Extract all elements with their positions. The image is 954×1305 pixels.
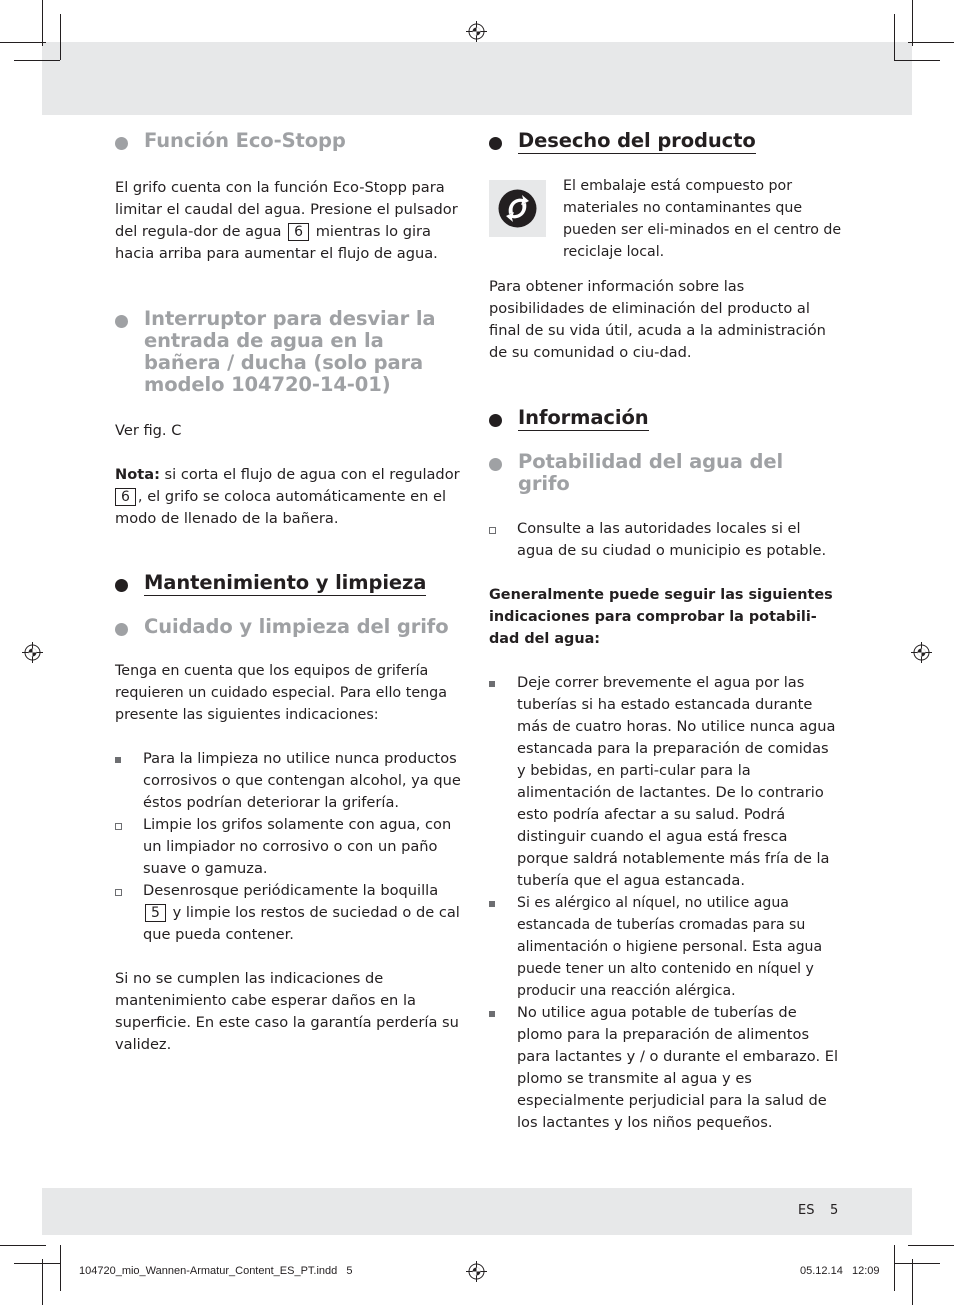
- checkbox-bullet-icon: [489, 527, 496, 534]
- part-number-box: 5: [145, 904, 166, 922]
- square-bullet-icon: [489, 1011, 495, 1017]
- registration-mark-icon: [466, 1261, 487, 1282]
- header-band: [42, 42, 912, 115]
- potability-list: [489, 518, 841, 562]
- recycle-logo-box: [489, 180, 546, 237]
- square-bullet-icon: [489, 901, 495, 907]
- crop-mark: [894, 1245, 895, 1291]
- crop-mark: [908, 1245, 954, 1246]
- list-item: Si es alérgico al níquel, no utilice agua estancada de tuberías cromadas para su alimentación o higiene personal. Esta agua puede tener un alto contenido en níquel y producir una reacción alérgica.: [489, 892, 841, 1002]
- list-item: Desenrosque periódicamente la boquilla 5 y limpie los restos de suciedad o de cal que pueda contener.: [115, 880, 467, 946]
- checkbox-bullet-icon: [115, 823, 122, 830]
- crop-mark: [0, 1245, 46, 1246]
- list-item: Consulte a las autoridades locales si el agua de su ciudad o municipio es potable.: [489, 518, 841, 562]
- note-paragraph: Nota: si corta el flujo de agua con el regulador 6 , el grifo se coloca automáticamente en el modo de llenado de la bañera.: [115, 466, 460, 527]
- heading-care: Cuidado y limpieza del grifo: [115, 616, 467, 638]
- heading-potability: Potabilidad del agua del grifo: [489, 451, 841, 495]
- square-bullet-icon: [115, 757, 121, 763]
- crop-mark: [42, 1259, 43, 1305]
- care-outro: Si no se cumplen las indicaciones de mantenimiento cabe esperar daños en la superficie. En este caso la garantía perdería su validez.: [115, 970, 459, 1053]
- left-column: [115, 126, 467, 1056]
- bullet-dot-icon: [115, 137, 128, 150]
- care-list: [115, 748, 467, 946]
- part-number-box: 6: [288, 223, 309, 241]
- heading-eco-stopp: Función Eco-Stopp: [115, 130, 467, 152]
- crop-mark: [14, 1263, 60, 1264]
- registration-mark-icon: [22, 642, 43, 663]
- paragraph-eco-stopp: El grifo cuenta con la función Eco-Stopp para limitar el caudal del agua. Presione el pulsador del regula-dor de agua 6 mientras lo gira hacia arriba para aumentar el flujo de agua.: [115, 179, 458, 262]
- crop-mark: [912, 0, 913, 46]
- crop-mark: [912, 1259, 913, 1305]
- bullet-dot-icon: [115, 623, 128, 636]
- heading-information: Información: [489, 407, 841, 429]
- list-item: No utilice agua potable de tuberías de plomo para la preparación de alimentos para lactantes y / o durante el embarazo. El plomo se transmite al agua y es especialmente perjudicial para la salud de los lactantes y los niños pequeños.: [489, 1002, 841, 1134]
- bullet-dot-icon: [489, 458, 502, 471]
- list-item: Deje correr brevemente el agua por las tuberías si ha estado estancada durante más de cuatro horas. No utilice nunca agua estancada para la preparación de comidas y bebidas, en parti-cular para la alimentación de lactantes. De lo contrario esto podría afectar a su salud. Podrá distinguir cuando el agua está fresca porque saldrá notablemente más fría de la tubería que el agua estancada.: [489, 672, 841, 892]
- green-dot-recycling-icon: [489, 180, 546, 237]
- heading-switch: Interruptor para desviar la entrada de agua en la bañera / ducha (solo para modelo 104720-14-01): [115, 308, 467, 396]
- bullet-dot-icon: [115, 315, 128, 328]
- footer-band: [42, 1188, 912, 1235]
- file-name: 104720_mio_Wannen-Armatur_Content_ES_PT.indd 5: [79, 1265, 353, 1277]
- crop-mark: [14, 60, 60, 61]
- list-item: Limpie los grifos solamente con agua, con un limpiador no corrosivo o con un paño suave o gamuza.: [115, 814, 467, 880]
- heading-maintenance: Mantenimiento y limpieza: [115, 572, 467, 594]
- crop-mark: [894, 1263, 940, 1264]
- disposal-paragraph: Para obtener información sobre las posibilidades de eliminación del producto al final de su vida útil, acuda a la administración de su comunidad o ciu-dad.: [489, 278, 826, 361]
- part-number-box: 6: [115, 488, 136, 506]
- bullet-dot-icon: [489, 414, 502, 427]
- crop-mark: [0, 42, 46, 43]
- water-tips-list: [489, 672, 841, 1134]
- bold-intro: Generalmente puede seguir las siguientes indicaciones para comprobar la potabili-dad del agua:: [489, 587, 833, 647]
- language-code: ES: [798, 1203, 815, 1218]
- registration-mark-icon: [466, 21, 487, 42]
- crop-mark: [60, 1245, 61, 1291]
- bullet-dot-icon: [115, 579, 128, 592]
- registration-mark-icon: [911, 642, 932, 663]
- see-figure-text: Ver fig. C: [115, 422, 182, 439]
- print-date: 05.12.14 12:09: [800, 1265, 880, 1277]
- right-column: [489, 126, 841, 1134]
- bullet-dot-icon: [489, 137, 502, 150]
- square-bullet-icon: [489, 681, 495, 687]
- care-intro: Tenga en cuenta que los equipos de grifería requieren un cuidado especial. Para ello tenga presente las siguientes indicaciones:: [115, 663, 448, 723]
- crop-mark: [42, 0, 43, 46]
- recycle-text: El embalaje está compuesto por materiales no contaminantes que pueden ser eli-minados en el centro de reciclaje local.: [563, 178, 842, 260]
- heading-disposal: Desecho del producto: [489, 130, 841, 152]
- page-number: 5: [830, 1203, 839, 1218]
- crop-mark: [894, 14, 895, 60]
- crop-mark: [894, 60, 940, 61]
- list-item: Para la limpieza no utilice nunca productos corrosivos o que contengan alcohol, ya que éstos podrían deteriorar la grifería.: [115, 748, 467, 814]
- checkbox-bullet-icon: [115, 889, 122, 896]
- crop-mark: [60, 14, 61, 60]
- crop-mark: [908, 42, 954, 43]
